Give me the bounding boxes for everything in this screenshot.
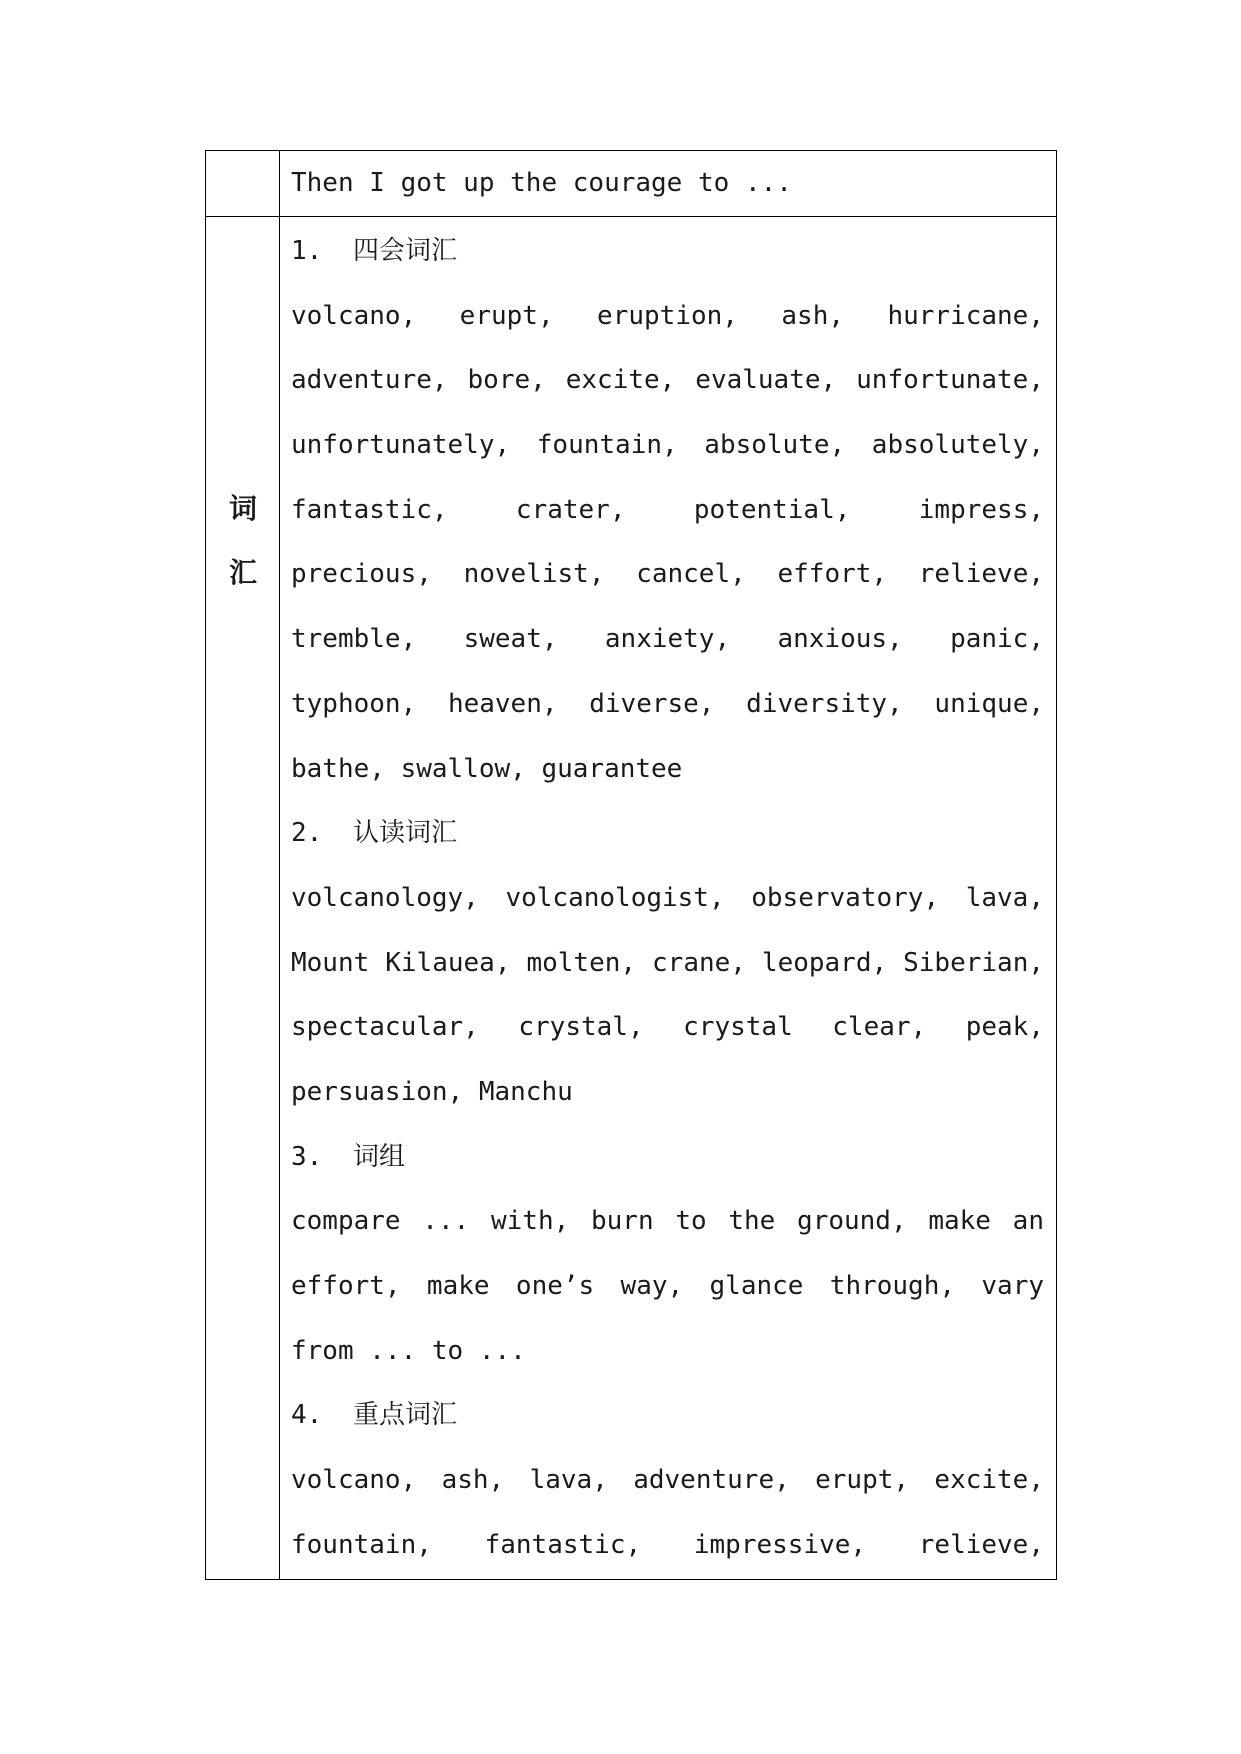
vocab-line: effort, make one’s way, glance through, vary (291, 1271, 1044, 1302)
section-title (280, 801, 1056, 866)
vocab-line: fantastic, crater, potential, impress, (291, 494, 1044, 525)
lesson-table (205, 150, 1057, 1580)
vocab-line: compare ... with, burn to the ground, make an (291, 1206, 1044, 1237)
vocab-line: Mount Kilauea, molten, crane, leopard, Siberian, (291, 947, 1044, 978)
vocab-line: from ... to ... (291, 1335, 526, 1366)
section-title (280, 1383, 1056, 1448)
intro-text: Then I got up the courage to ... (291, 168, 792, 198)
vocab-line: typhoon, heaven, diverse, diversity, unique, (291, 688, 1044, 719)
vocab-line: persuasion, Manchu (291, 1076, 573, 1107)
vocab-line: volcanology, volcanologist, observatory, lava, (291, 882, 1044, 913)
vocab-line: volcano, ash, lava, adventure, erupt, excite, (291, 1465, 1044, 1496)
vocab-label-char-2: 汇 (228, 556, 257, 589)
vocab-line: bathe, swallow, guarantee (291, 753, 683, 784)
vocab-label-char-1: 词 (228, 492, 257, 525)
vocab-content (280, 217, 1056, 1578)
section-number: 4. (291, 1400, 323, 1431)
section-title-text: 认读词汇 (353, 818, 458, 849)
vocab-line: tremble, sweat, anxiety, anxious, panic, (291, 624, 1044, 655)
vocab-line: volcano, erupt, eruption, ash, hurricane, (291, 300, 1044, 331)
section-number: 3. (291, 1141, 323, 1172)
section-title-text: 重点词汇 (353, 1400, 458, 1431)
vocab-line: adventure, bore, excite, evaluate, unfortunate, (291, 365, 1044, 396)
table-row-intro (206, 151, 1057, 217)
section-title (280, 219, 1056, 284)
vocab-label-cell (206, 217, 280, 1580)
vocab-line: unfortunately, fountain, absolute, absolutely, (291, 430, 1044, 461)
intro-cell (280, 151, 1057, 217)
section-title (280, 1125, 1056, 1190)
table-row-vocabulary (206, 217, 1057, 1580)
section-number: 2. (291, 818, 323, 849)
label-cell-empty (206, 151, 280, 217)
section-number: 1. (291, 236, 323, 266)
section-title-text: 四会词汇 (353, 236, 458, 266)
section-title-text: 词组 (353, 1141, 406, 1172)
vocab-line: spectacular, crystal, crystal clear, peak, (291, 1012, 1044, 1043)
vocab-line: precious, novelist, cancel, effort, relieve, (291, 559, 1044, 590)
vocab-content-cell (280, 217, 1057, 1580)
vocab-line: fountain, fantastic, impressive, relieve, (291, 1529, 1044, 1560)
